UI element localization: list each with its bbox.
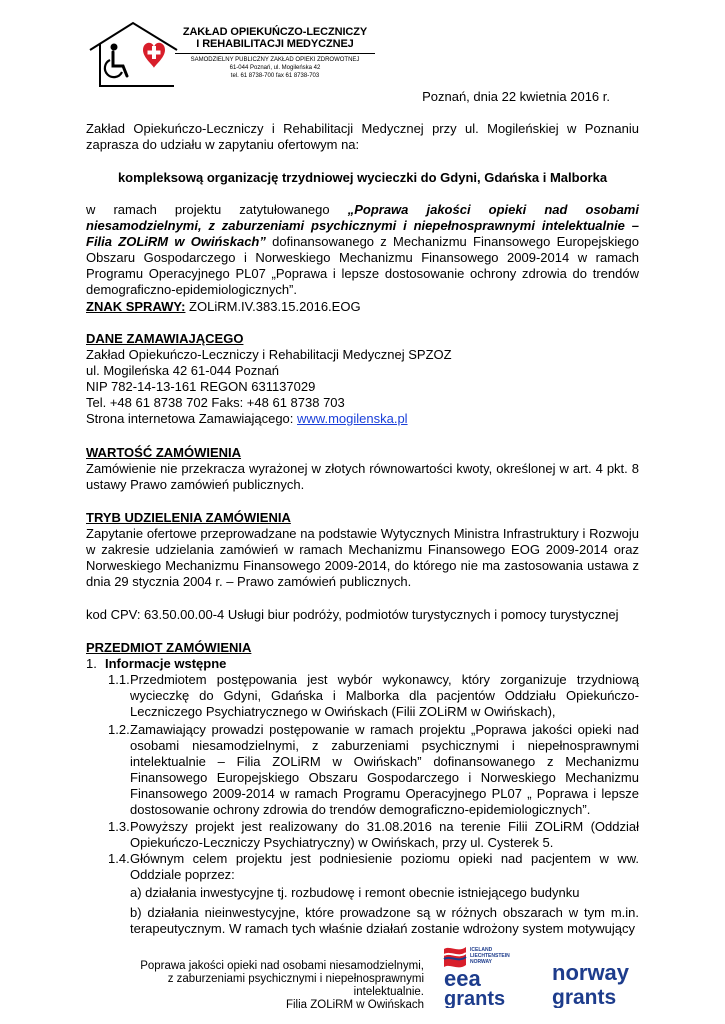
item-1-4-number: 1.4. — [108, 851, 130, 866]
website-link[interactable]: www.mogilenska.pl — [297, 411, 408, 426]
buyer-address: ul. Mogileńska 42 61-044 Poznań — [86, 363, 279, 378]
case-number — [86, 299, 639, 315]
project-suffix: dofinansowanego z Mechanizmu Finansowego Europejskiego Obszaru Gospodarczego i Norweskiego Mechanizmu Finansowego 2009-2014 w ramach Programu Operacyjnego PL07 „Poprawa i lepsze dostosowanie ochrony zdrowia do trendów demograficzno-epidemiologicznych”. — [86, 234, 639, 297]
institution-letterhead — [175, 26, 375, 80]
item-1-4-body: Głównym celem projektu jest podniesienie poziomu opieki nad pacjentem w ww. Oddziale poprzez: — [130, 851, 639, 882]
letterhead-divider — [175, 53, 375, 54]
subitem-b: b) działania nieinwestycyjne, które prowadzone są w różnych obszarach w tym m.in. terapeutycznym. W ramach tych właśnie działań zostanie wdrożony system motywujący — [130, 905, 639, 936]
cpv-code: kod CPV: 63.50.00.00-4 Usługi biur podróży, podmiotów turystycznych i pomocy turystycznej — [86, 607, 619, 622]
item-1-2-body: Zamawiający prowadzi postępowanie w ramach projektu „Poprawa jakości opieki nad osobami niesamodzielnymi, z zaburzeniami psychicznymi i niepełnosprawnymi intelektualnie – Filia ZOLiRM w Owińskach” dofinansowanego z Mechanizmu Finansowego Europejskiego Obszaru Gospodarczego i Norweskiego Mechanizmu Finansowego 2009-2014 w ramach Programu Operacyjnego PL07 „ Poprawa i lepsze dostosowanie ochrony zdrowia do trendów demograficzno-epidemiologicznych”. — [130, 722, 639, 817]
section-1-number: 1. — [86, 656, 97, 671]
item-1-1-number: 1.1. — [108, 672, 130, 687]
eea-country-3: NORWAY — [470, 959, 492, 965]
buyer-name: Zakład Opiekuńczo-Leczniczy i Rehabilitacji Medycznej SPZOZ — [86, 347, 452, 362]
buyer-section — [86, 331, 639, 427]
subitem-a: a) działania inwestycyjne tj. rozbudowę i remont obecnie istniejącego budynku — [130, 885, 580, 900]
letterhead-line-2: I REHABILITACJI MEDYCZNEJ — [196, 38, 354, 50]
scope-heading-text: PRZEDMIOT ZAMÓWIENIA — [86, 640, 252, 655]
footer-project-title — [118, 960, 424, 1012]
item-1-1-text — [130, 672, 639, 720]
section-1-title: Informacje wstępne — [105, 656, 227, 671]
item-1-2-number: 1.2. — [108, 722, 130, 737]
norway-grants-logo-icon — [550, 958, 645, 1008]
value-text: Zamówienie nie przekracza wyrażonej w złotych równowartości kwoty, określonej w art. 4 pkt. 8 ustawy Prawo zamówień publicznych. — [86, 461, 639, 492]
project-prefix: w ramach projektu zatytułowanego — [86, 202, 348, 217]
document-date: Poznań, dnia 22 kwietnia 2016 r. — [422, 89, 610, 104]
letterhead-line-3: SAMODZIELNY PUBLICZNY ZAKŁAD OPIEKI ZDROWOTNEJ — [190, 57, 360, 63]
institution-logo-icon — [86, 20, 181, 88]
eea-grants-logo-icon — [440, 943, 540, 1008]
buyer-website — [86, 411, 639, 427]
value-section — [86, 445, 639, 493]
footer-line-3: Filia ZOLiRM w Owińskach — [285, 999, 424, 1011]
website-label: Strona internetowa Zamawiającego: — [86, 411, 298, 426]
footer-line-1: Poprawa jakości opieki nad osobami niesamodzielnymi, — [140, 960, 424, 972]
mode-text: Zapytanie ofertowe przeprowadzane na podstawie Wytycznych Ministra Infrastruktury i Rozwoju w zakresie udzielania zamówień w ramach Mechanizmu Finansowego EOG 2009-2014 oraz Norweskiego Mechanizmu Finansowego 2009-2014, do którego nie ma zastosowania ustawa z dnia 29 stycznia 2004 r. – Prawo zamówień publicznych. — [86, 526, 639, 589]
mode-heading: TRYB UDZIELENIA ZAMÓWIENIA — [86, 510, 291, 525]
letterhead-address: 61-044 Poznań, ul. Mogileńska 42 — [229, 65, 321, 71]
subject-title: kompleksową organizację trzydniowej wycieczki do Gdyni, Gdańska i Malborka — [117, 170, 608, 185]
project-paragraph — [86, 202, 639, 298]
item-1-3-text — [130, 819, 639, 851]
scope-heading — [86, 640, 639, 656]
eea-country-1: ICELAND — [470, 947, 493, 953]
eea-country-2: LIECHTENSTEIN — [470, 953, 510, 959]
item-1-1-body: Przedmiotem postępowania jest wybór wykonawcy, który zorganizuje trzydniową wycieczkę do Gdyni, Gdańska i Malborka dla pacjentów Oddziału Opiekuńczo-Leczniczego Psychiatrycznego w Owińskach (Filii ZOLiRM w Owińskach), — [130, 672, 639, 719]
item-1-4-text — [130, 851, 639, 883]
eea-word: eea — [444, 966, 481, 991]
mode-section — [86, 510, 639, 590]
buyer-ids: NIP 782-14-13-161 REGON 631137029 — [86, 379, 316, 394]
letterhead-line-1: ZAKŁAD OPIEKUŃCZO-LECZNICZY — [182, 26, 368, 38]
item-1-2-text — [130, 722, 639, 818]
project-title: „Poprawa jakości opieki nad osobami niesamodzielnymi, z zaburzeniami psychicznymi i niepełnosprawnymi intelektualnie – Filia ZOLiRM w Owińskach” — [86, 202, 639, 249]
letterhead-phone: tel. 61 8738-700 fax 61 8738-703 — [230, 73, 320, 79]
value-heading: WARTOŚĆ ZAMÓWIENIA — [86, 445, 242, 460]
buyer-phones: Tel. +48 61 8738 702 Faks: +48 61 8738 703 — [86, 395, 345, 410]
footer-line-2: z zaburzeniami psychicznymi i niepełnosprawnymi intelektualnie. — [167, 973, 424, 998]
norway-word: norway — [552, 960, 630, 985]
case-number-label: ZNAK SPRAWY: — [86, 299, 186, 314]
eea-grants-word: grants — [444, 988, 506, 1008]
buyer-heading: DANE ZAMAWIAJĄCEGO — [86, 331, 244, 346]
intro-paragraph: Zakład Opiekuńczo-Leczniczy i Rehabilitacji Medycznej przy ul. Mogileńskiej w Poznaniu zaprasza do udziału w zapytaniu ofertowym na: — [86, 121, 639, 152]
item-1-3-number: 1.3. — [108, 819, 130, 834]
item-1-3-body: Powyższy projekt jest realizowany do 31.08.2016 na terenie Filii ZOLiRM (Oddział Opiekuńczo-Leczniczy Psychiatryczny) w Owińskach, przy ul. Cysterek 5. — [130, 819, 639, 850]
norway-grants-word: grants — [552, 986, 617, 1008]
case-number-value: ZOLiRM.IV.383.15.2016.EOG — [185, 299, 361, 314]
